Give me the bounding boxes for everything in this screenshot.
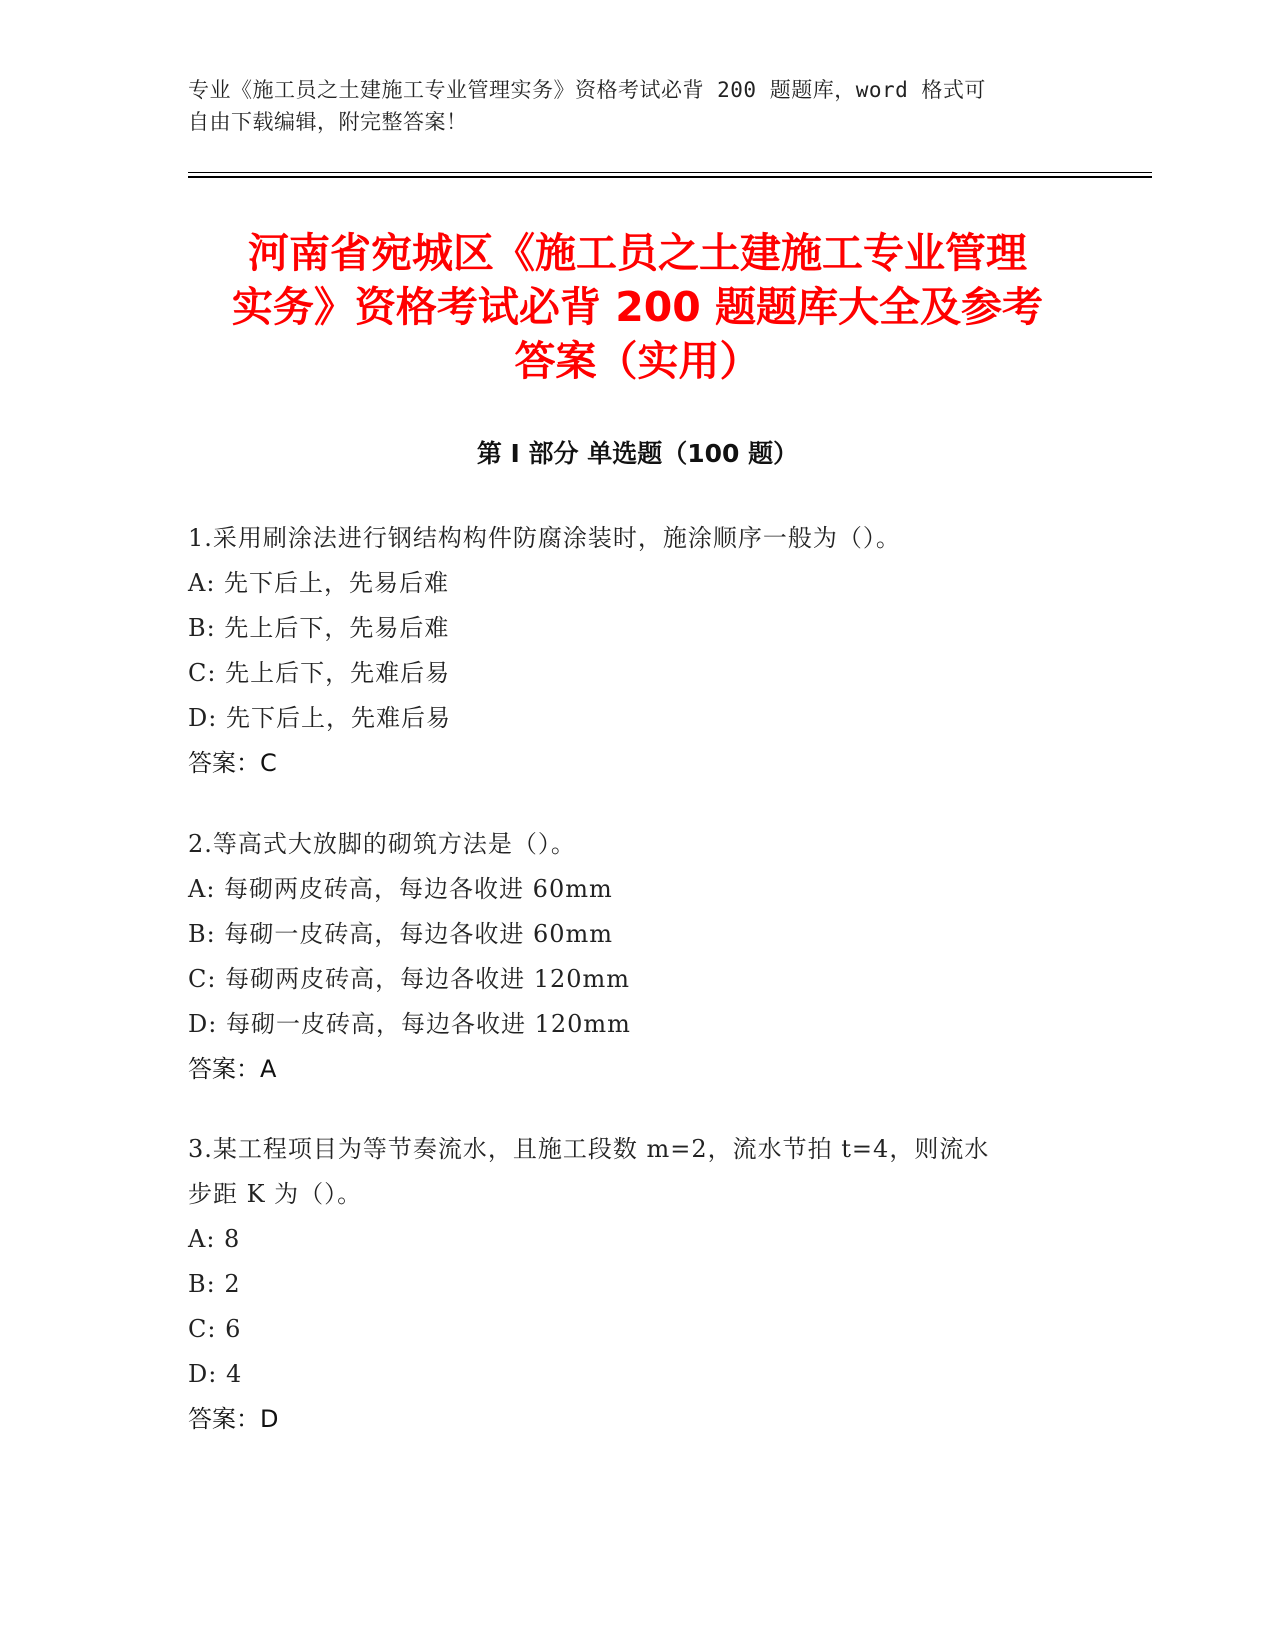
option-d: D: 4: [188, 1360, 243, 1388]
option-b: B: 2: [188, 1270, 241, 1298]
document-title-line-1: 河南省宛城区《施工员之土建施工专业管理: [248, 229, 1027, 277]
option-d: D: 先下后上，先难后易: [188, 704, 451, 732]
question-stem: 2.等高式大放脚的砌筑方法是（）。: [188, 830, 576, 858]
option-c: C: 每砌两皮砖高，每边各收进 120mm: [188, 965, 631, 993]
answer: 答案：C: [188, 749, 277, 777]
option-c: C: 先上后下，先难后易: [188, 659, 451, 687]
header-note-line-1: 专业《施工员之土建施工专业管理实务》资格考试必背 200 题题库，word 格式可: [188, 78, 986, 102]
option-a: A: 8: [188, 1225, 241, 1253]
question-stem-line-1: 3.某工程项目为等节奏流水，且施工段数 m=2，流水节拍 t=4，则流水: [188, 1135, 990, 1163]
question-3: [188, 1127, 1088, 1442]
document-title-line-3: 答案（实用）: [514, 337, 761, 385]
option-a: A: 先下后上，先易后难: [188, 569, 450, 597]
document-title: [160, 226, 1115, 388]
question-stem-line-2: 步距 K 为（）。: [188, 1180, 363, 1208]
option-b: B: 先上后下，先易后难: [188, 614, 450, 642]
option-c: C: 6: [188, 1315, 242, 1343]
question-stem: 1.采用刷涂法进行钢结构构件防腐涂装时，施涂顺序一般为（）。: [188, 524, 901, 552]
document-title-line-2: 实务》资格考试必背 200 题题库大全及参考: [231, 283, 1044, 331]
answer: 答案：D: [188, 1405, 279, 1433]
header-note: [188, 74, 1068, 138]
answer: 答案：A: [188, 1055, 277, 1083]
header-note-line-2: 自由下载编辑，附完整答案！: [188, 110, 468, 134]
option-b: B: 每砌一皮砖高，每边各收进 60mm: [188, 920, 614, 948]
header-divider-thin: [188, 172, 1152, 173]
question-1: [188, 516, 1088, 786]
section-heading: 第 I 部分 单选题（100 题）: [476, 439, 799, 468]
option-a: A: 每砌两皮砖高，每边各收进 60mm: [188, 875, 613, 903]
header-divider-thick: [188, 176, 1152, 178]
question-2: [188, 822, 1088, 1092]
option-d: D: 每砌一皮砖高，每边各收进 120mm: [188, 1010, 631, 1038]
